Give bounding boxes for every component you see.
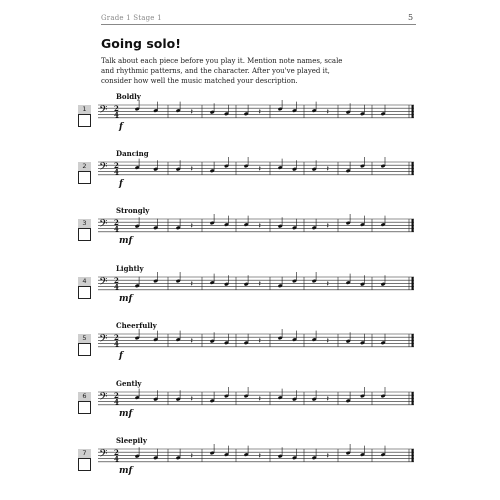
time-signature-bottom: 4 <box>114 339 119 349</box>
instructions-text <box>101 56 419 86</box>
tempo-marking: Sleepily <box>116 436 147 445</box>
rest-icon: 𝄽 <box>190 336 193 345</box>
instructions-line: consider how well the music matched your description. <box>101 77 298 85</box>
rest-icon: 𝄽 <box>258 279 261 288</box>
dynamic-marking: mf <box>119 236 133 246</box>
rest-icon: 𝄽 <box>326 451 329 460</box>
rest-icon: 𝄽 <box>190 164 193 173</box>
exercise-3 <box>0 206 500 256</box>
time-signature-top: 2 <box>114 276 119 286</box>
exercise-number: 2 <box>78 162 91 171</box>
rest-icon: 𝄽 <box>326 279 329 288</box>
tick-checkbox[interactable] <box>78 114 91 127</box>
exercise-5 <box>0 321 500 371</box>
time-signature-top: 2 <box>114 218 119 228</box>
exercise-4 <box>0 264 500 314</box>
time-signature-top: 2 <box>114 448 119 458</box>
tick-checkbox[interactable] <box>78 458 91 471</box>
rest-icon: 𝄽 <box>258 107 261 116</box>
exercise-number: 5 <box>78 334 91 343</box>
exercise-number: 3 <box>78 219 91 228</box>
bass-clef-icon: 𝄢 <box>99 218 108 233</box>
exercise-number: 4 <box>78 277 91 286</box>
tick-checkbox[interactable] <box>78 401 91 414</box>
exercise-7 <box>0 436 500 486</box>
instructions-line: Talk about each piece before you play it. Mention note names, scale <box>101 57 343 65</box>
rest-icon: 𝄽 <box>258 164 261 173</box>
time-signature-top: 2 <box>114 333 119 343</box>
dynamic-marking: f <box>119 122 123 132</box>
rest-icon: 𝄽 <box>190 107 193 116</box>
grade-stage-label: Grade 1 Stage 1 <box>101 14 162 22</box>
page-number: 5 <box>408 13 414 22</box>
dynamic-marking: mf <box>119 294 133 304</box>
music-staff <box>98 217 416 237</box>
final-barline-thick <box>412 449 414 462</box>
time-signature-bottom: 4 <box>114 110 119 120</box>
time-signature-bottom: 4 <box>114 454 119 464</box>
rest-icon: 𝄽 <box>258 221 261 230</box>
dynamic-marking: mf <box>119 466 133 476</box>
final-barline-thick <box>412 219 414 232</box>
final-barline-thick <box>412 162 414 175</box>
header-rule <box>101 24 416 25</box>
time-signature-bottom: 4 <box>114 282 119 292</box>
bass-clef-icon: 𝄢 <box>99 391 108 406</box>
tick-checkbox[interactable] <box>78 228 91 241</box>
tick-checkbox[interactable] <box>78 343 91 356</box>
bass-clef-icon: 𝄢 <box>99 161 108 176</box>
final-barline-thick <box>412 392 414 405</box>
rest-icon: 𝄽 <box>326 164 329 173</box>
final-barline-thick <box>412 334 414 347</box>
tempo-marking: Lightly <box>116 264 144 273</box>
tick-checkbox[interactable] <box>78 171 91 184</box>
bass-clef-icon: 𝄢 <box>99 333 108 348</box>
time-signature-bottom: 4 <box>114 397 119 407</box>
tempo-marking: Strongly <box>116 206 150 215</box>
dynamic-marking: f <box>119 351 123 361</box>
music-staff <box>98 332 416 352</box>
tempo-marking: Gently <box>116 379 142 388</box>
music-staff <box>98 447 416 467</box>
exercise-2 <box>0 149 500 199</box>
final-barline-thick <box>412 277 414 290</box>
rest-icon: 𝄽 <box>326 336 329 345</box>
bass-clef-icon: 𝄢 <box>99 276 108 291</box>
rest-icon: 𝄽 <box>258 394 261 403</box>
dynamic-marking: mf <box>119 409 133 419</box>
rest-icon: 𝄽 <box>258 336 261 345</box>
music-staff <box>98 390 416 410</box>
rest-icon: 𝄽 <box>190 394 193 403</box>
rest-icon: 𝄽 <box>258 451 261 460</box>
bass-clef-icon: 𝄢 <box>99 448 108 463</box>
rest-icon: 𝄽 <box>190 451 193 460</box>
dynamic-marking: f <box>119 179 123 189</box>
exercise-number: 6 <box>78 392 91 401</box>
exercise-1 <box>0 92 500 142</box>
tempo-marking: Dancing <box>116 149 149 158</box>
final-barline-thick <box>412 105 414 118</box>
bass-clef-icon: 𝄢 <box>99 104 108 119</box>
section-title: Going solo! <box>101 36 181 51</box>
rest-icon: 𝄽 <box>326 107 329 116</box>
exercise-number: 7 <box>78 449 91 458</box>
music-staff <box>98 275 416 295</box>
exercise-6 <box>0 379 500 429</box>
rest-icon: 𝄽 <box>190 221 193 230</box>
exercise-number: 1 <box>78 105 91 114</box>
time-signature-top: 2 <box>114 161 119 171</box>
music-staff <box>98 103 416 123</box>
time-signature-bottom: 4 <box>114 167 119 177</box>
instructions-line: and rhythmic patterns, and the character. After you've played it, <box>101 67 330 75</box>
tempo-marking: Boldly <box>116 92 141 101</box>
time-signature-bottom: 4 <box>114 224 119 234</box>
music-staff <box>98 160 416 180</box>
rest-icon: 𝄽 <box>326 394 329 403</box>
time-signature-top: 2 <box>114 104 119 114</box>
rest-icon: 𝄽 <box>326 221 329 230</box>
rest-icon: 𝄽 <box>190 279 193 288</box>
time-signature-top: 2 <box>114 391 119 401</box>
tick-checkbox[interactable] <box>78 286 91 299</box>
tempo-marking: Cheerfully <box>116 321 157 330</box>
